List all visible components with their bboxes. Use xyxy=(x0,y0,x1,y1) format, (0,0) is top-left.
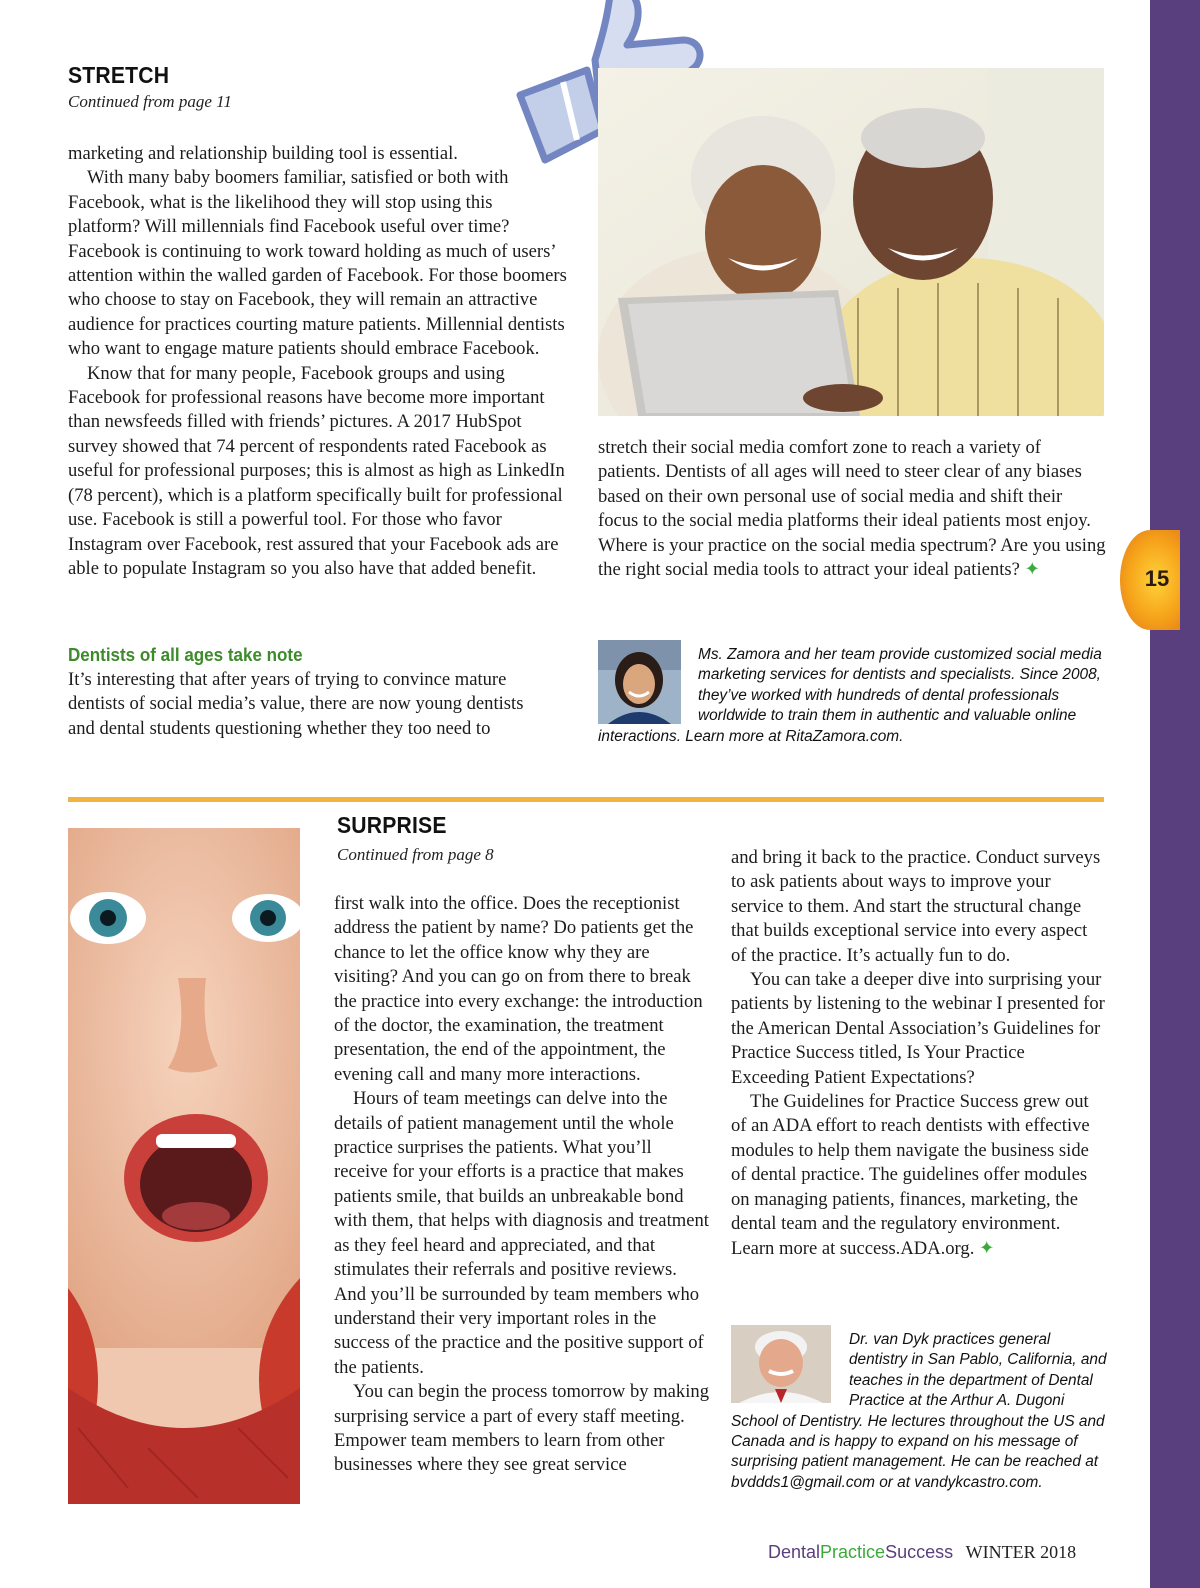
stretch-continued-from: Continued from page 11 xyxy=(68,92,232,111)
surprise-paragraph: Hours of team meetings can delve into the details of patient management until the whole practice surprises the patients. What you’ll receive for your efforts is a practice that makes patients smile, that builds an unbreakable bond with them, that helps with diagnosis and treatment as they feel heard and appreciated, and that stimulates their referrals and positive reviews. And you’ll be surrounded by team members who understand their very important roles in the success of the practice and the positive support of the patients. xyxy=(334,1088,709,1378)
page-sidebar xyxy=(1150,0,1200,1588)
van-dyk-bio xyxy=(731,1330,1109,1493)
footer-issue: WINTER 2018 xyxy=(965,1542,1077,1562)
stretch-paragraph: Know that for many people, Facebook groups and using Facebook for professional reasons have become more important than newsfeeds filled with friends’ pictures. A 2017 HubSpot survey showed that 74 percent of respondents rated Facebook as useful for professional purposes; this is almost as high as LinkedIn (78 percent), which is a platform specifically built for professional use. Facebook is still a powerful tool. For those who favor Instagram over Facebook, rest assured that your Facebook ads are able to populate Instagram so you also have that added benefit. xyxy=(68,362,565,579)
bio-photo-spacer xyxy=(731,1330,849,1410)
surprise-continued-from: Continued from page 8 xyxy=(337,845,494,864)
seniors-laptop-photo xyxy=(598,68,1104,416)
stretch-paragraph: With many baby boomers familiar, satisfied or both with Facebook, what is the likelihood they will stop using this platform? Will millennials find Facebook useful over time? Facebook is continuing to work toward holding as much of users’ attention within the walled garden of Facebook. For those boomers who choose to stay on Facebook, they will remain an attractive audience for practices courting mature patients. Millennial dentists who want to engage mature patients should embrace Facebook. xyxy=(68,167,567,360)
stretch-column-1 xyxy=(68,142,568,581)
footer-brand-success: Success xyxy=(885,1542,954,1562)
star-end-mark-icon: ✦ xyxy=(1024,559,1041,581)
page-footer xyxy=(768,1542,1076,1563)
zamora-bio-text: Ms. Zamora and her team provide customized social media marketing services for dentists and specialists. Since 2008, they’ve worked with hundreds of dental professionals worldwide to train them in authentic and valuable online interactions. Learn more at RitaZamora.com. xyxy=(598,646,1102,745)
page-number: 15 xyxy=(1144,566,1170,591)
footer-brand-dental: Dental xyxy=(768,1542,821,1562)
star-end-mark-icon: ✦ xyxy=(979,1237,995,1259)
surprise-paragraph: first walk into the office. Does the receptionist address the patient by name? Do patients get the chance to let the office know why they are visiting? And you can go on from there to break the practice into every exchange: the introduction of the doctor, the examination, the treatment presentation, the end of the appointment, the evening call and many more interactions. xyxy=(334,893,703,1085)
surprise-column-1 xyxy=(334,892,709,1478)
surprise-paragraph: and bring it back to the practice. Conduct surveys to ask patients about ways to improve your service to them. And start the structural change that builds exceptional service into every aspect of the practice. It’s actually fun to do. xyxy=(731,847,1101,966)
stretch-column-2 xyxy=(598,436,1106,582)
surprise-column-2 xyxy=(731,846,1106,1261)
surprise-paragraph: The Guidelines for Practice Success grew out of an ADA effort to reach dentists with effective modules to help them navigate the business side of dental practice. The guidelines offer modules on managing patients, finances, marketing, the dental team and the regulatory environment. Learn more at success.ADA.org. xyxy=(731,1091,1090,1259)
zamora-bio xyxy=(598,645,1106,747)
van-dyk-bio-text: Dr. van Dyk practices general dentistry in San Pablo, California, and teaches in the department of Dental Practice at the Arthur A. Dugoni School of Dentistry. He lectures throughout the US and Canada and is happy to expand on his message of surprising patient management. He can be reached at bvddds1@gmail.com or at vandykcastro.com. xyxy=(731,1331,1107,1491)
stretch-subhead-paragraph: It’s interesting that after years of trying to convince mature dentists of social media’s value, there are now young dentists and dental students questioning whether they too need to xyxy=(68,669,524,739)
section-divider xyxy=(68,797,1104,802)
surprise-paragraph: You can begin the process tomorrow by making surprising service a part of every staff meeting. Empower team members to learn from other businesses where they see great service xyxy=(334,1381,709,1476)
stretch-paragraph: marketing and relationship building tool is essential. xyxy=(68,143,458,164)
stretch-subhead: Dentists of all ages take note xyxy=(68,644,303,665)
stretch-kicker: STRETCH xyxy=(68,62,170,88)
bio-photo-spacer xyxy=(598,645,698,725)
footer-brand-practice: Practice xyxy=(820,1542,886,1562)
surprise-paragraph: You can take a deeper dive into surprising your patients by listening to the webinar I presented for the American Dental Association’s Guidelines for Practice Success titled, Is Your Practice Exceeding Patient Expectations? xyxy=(731,969,1105,1088)
stretch-col2-text: stretch their social media comfort zone to reach a variety of patients. Dentists of all ages will need to steer clear of any biases based on their own personal use of social media and shift their focus to the social media platforms their ideal patients most enjoy. Where is your practice on the social media spectrum? Are you using the right social media tools to attract your ideal patients? xyxy=(598,437,1106,581)
surprise-kicker: SURPRISE xyxy=(337,812,447,838)
surprised-woman-photo xyxy=(68,828,300,1504)
